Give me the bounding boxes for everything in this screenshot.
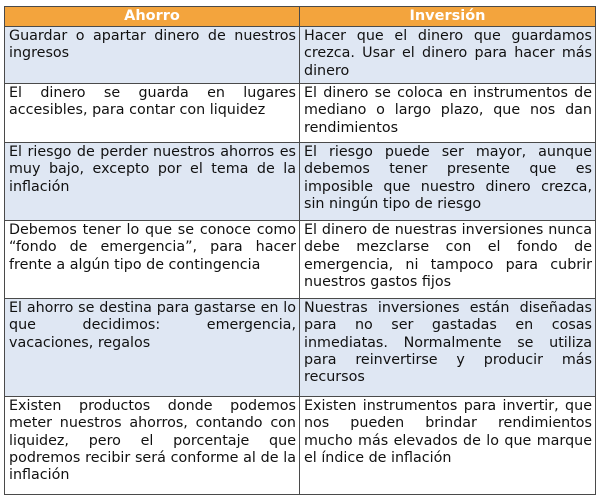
header-inversion: Inversión — [300, 7, 596, 27]
ahorro-cell: Guardar o apartar dinero de nuestros ingresos — [5, 27, 300, 84]
table-row — [5, 299, 596, 397]
header-ahorro: Ahorro — [5, 7, 300, 27]
inversion-cell: El riesgo puede ser mayor, aunque debemos tener presente que es imposible que nuestro dinero crezca, sin ningún tipo de riesgo — [300, 143, 596, 221]
table-row — [5, 397, 596, 495]
ahorro-cell: El ahorro se destina para gastarse en lo que decidimos: emergencia, vacaciones, regalos — [5, 299, 300, 397]
ahorro-cell: El riesgo de perder nuestros ahorros es muy bajo, excepto por el tema de la inflación — [5, 143, 300, 221]
ahorro-cell: Debemos tener lo que se conoce como “fondo de emergencia”, para hacer frente a algún tipo de contingencia — [5, 221, 300, 299]
table-row — [5, 27, 596, 84]
comparison-table — [4, 6, 596, 495]
inversion-cell: El dinero se coloca en instrumentos de mediano o largo plazo, que nos dan rendimientos — [300, 84, 596, 143]
table-row — [5, 221, 596, 299]
table-row — [5, 143, 596, 221]
inversion-cell: El dinero de nuestras inversiones nunca debe mezclarse con el fondo de emergencia, ni tampoco para cubrir nuestros gastos fijos — [300, 221, 596, 299]
header-row — [5, 7, 596, 27]
inversion-cell: Hacer que el dinero que guardamos crezca. Usar el dinero para hacer más dinero — [300, 27, 596, 84]
ahorro-cell: El dinero se guarda en lugares accesibles, para contar con liquidez — [5, 84, 300, 143]
ahorro-cell: Existen productos donde podemos meter nuestros ahorros, contando con liquidez, pero el porcentaje que podremos recibir será conforme al de la inflación — [5, 397, 300, 495]
inversion-cell: Existen instrumentos para invertir, que nos pueden brindar rendimientos mucho más elevados de lo que marque el índice de inflación — [300, 397, 596, 495]
inversion-cell: Nuestras inversiones están diseñadas para no ser gastadas en cosas inmediatas. Normalmente se utiliza para reinvertirse y producir más recursos — [300, 299, 596, 397]
table-row — [5, 84, 596, 143]
